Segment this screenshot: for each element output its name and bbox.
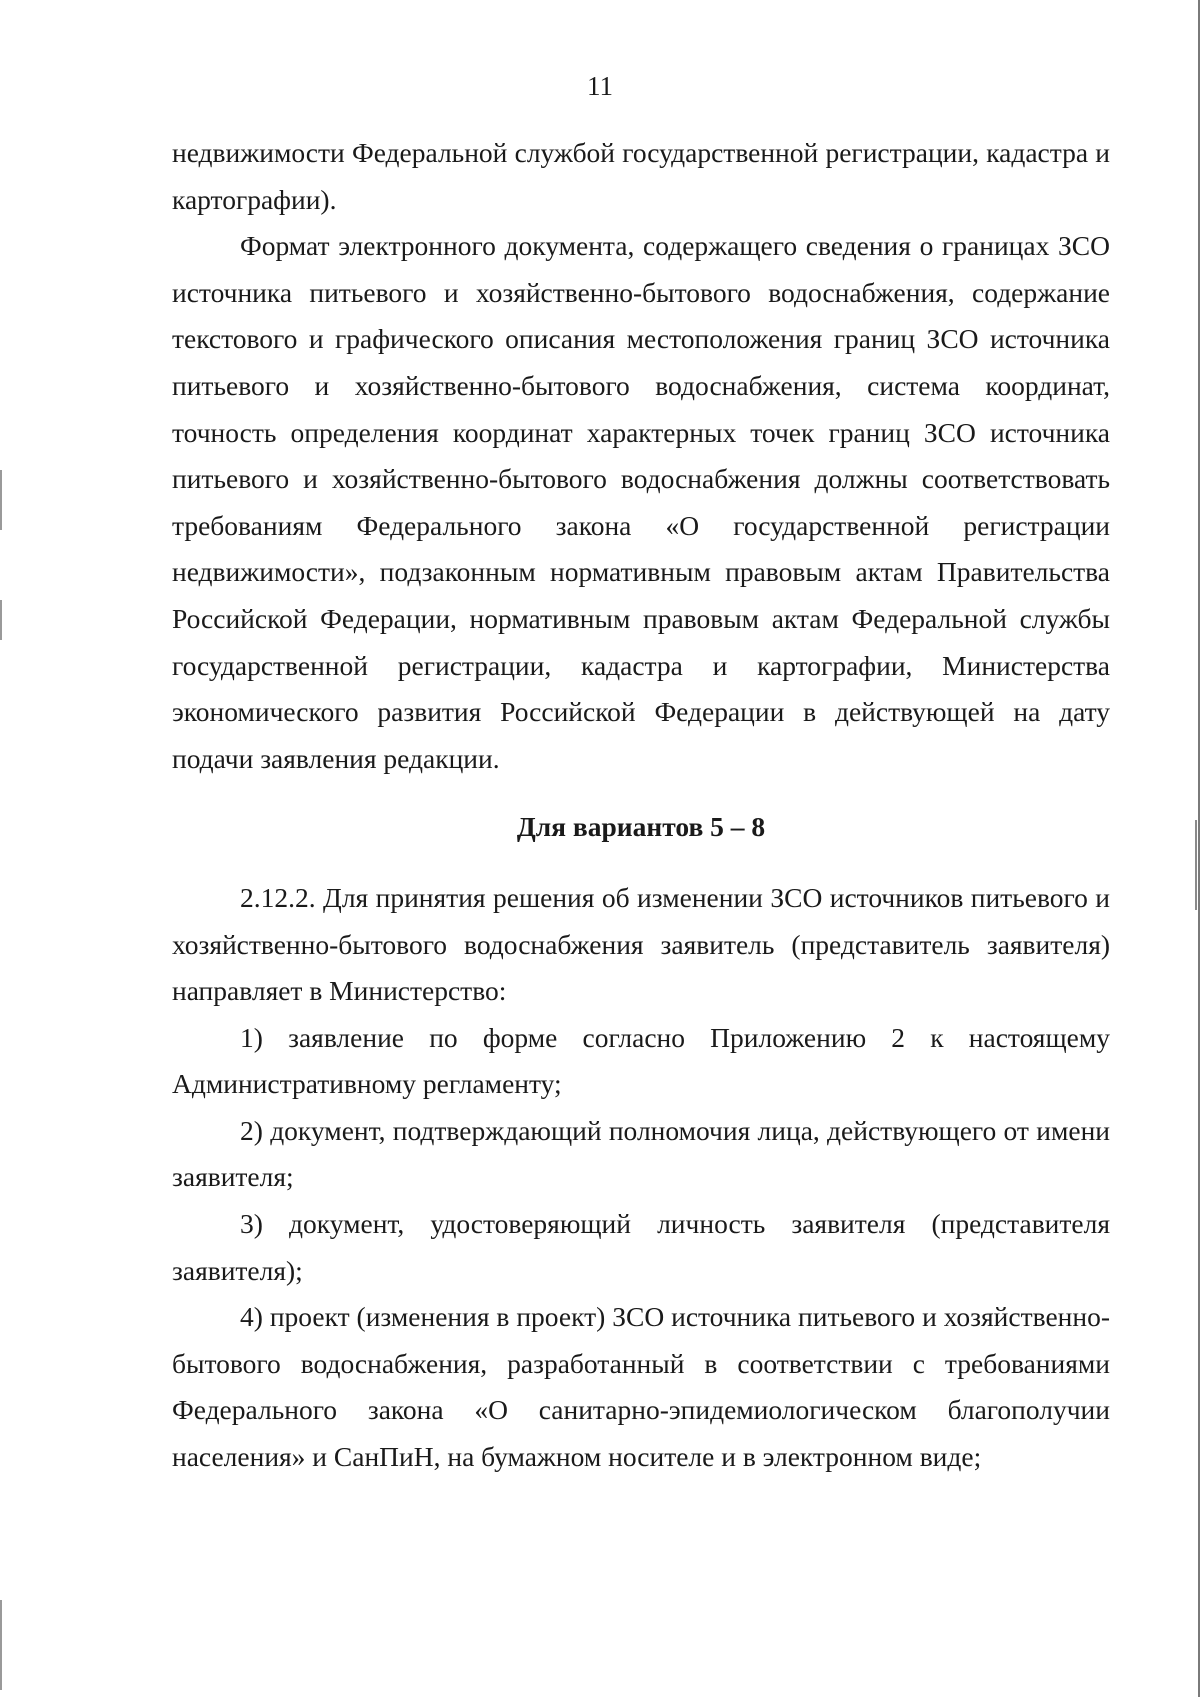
page-number: 11 (587, 71, 613, 101)
list-item-1: 1) заявление по форме согласно Приложению 2 к настоящему Административному регламенту; (172, 1021, 1110, 1100)
paragraph-clause-2-12-2: 2.12.2. Для принятия решения об изменении ЗСО источников питьевого и хозяйственно-бытового водоснабжения заявитель (представитель заявителя) направляет в Министерство: (172, 881, 1110, 1007)
paragraph-format-requirements: Формат электронного документа, содержащего сведения о границах ЗСО источника питьевого и хозяйственно-бытового водоснабжения, содержание текстового и графического описания местоположения границ ЗСО источника питьевого и хозяйственно-бытового водоснабжения, система координат, точность определения координат характерных точек границ ЗСО источника питьевого и хозяйственно-бытового водоснабжения должны соответствовать требованиям Федерального закона «О государственной регистрации недвижимости», подзаконным нормативным правовым актам Правительства Российской Федерации, нормативным правовым актам Федеральной службы государственной регистрации, кадастра и картографии, Министерства экономического развития Российской Федерации в действующей на дату подачи заявления редакции. (172, 230, 1110, 774)
scan-edge-mark (0, 600, 2, 640)
list-item-2: 2) документ, подтверждающий полномочия лица, действующего от имени заявителя; (172, 1114, 1110, 1193)
scan-edge-mark (0, 1600, 2, 1690)
scan-edge-mark (1195, 820, 1197, 910)
list-item-3: 3) документ, удостоверяющий личность заявителя (представителя заявителя); (172, 1208, 1110, 1286)
list-item-4: 4) проект (изменения в проект) ЗСО источника питьевого и хозяйственно-бытового водоснабжения, разработанный в соответствии с требованиями Федерального закона «О санитарно-эпидемиологическом благополучии населения» и СанПиН, на бумажном носителе и в электронном виде; (172, 1301, 1110, 1473)
section-heading: Для вариантов 5 – 8 (516, 811, 766, 843)
paragraph-continuation: недвижимости Федеральной службой государственной регистрации, кадастра и картографии). (172, 137, 1110, 215)
scan-edge-mark (0, 470, 2, 530)
document-body (172, 130, 1110, 1481)
